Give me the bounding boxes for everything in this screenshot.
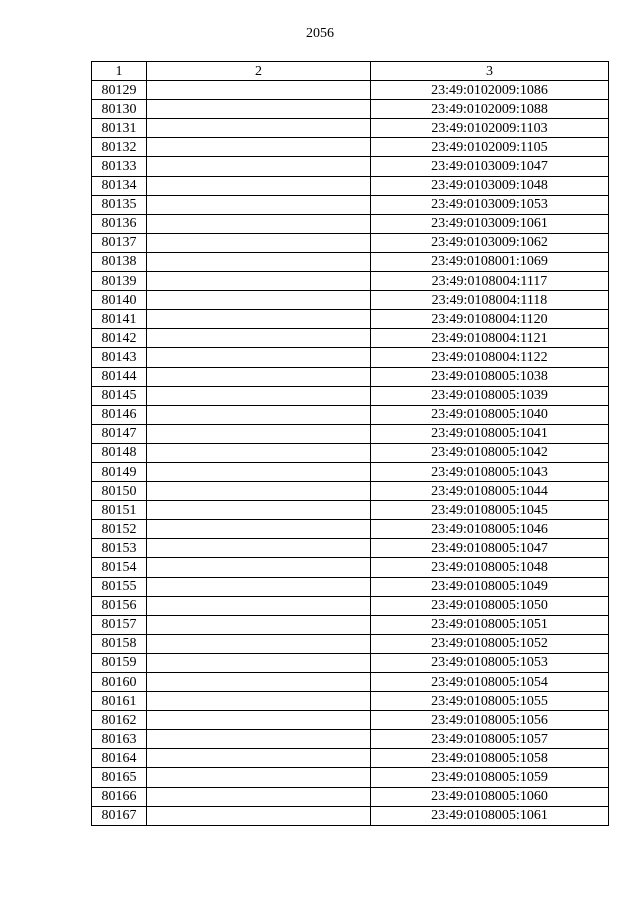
cadastral-number-cell: 23:49:0108005:1059 [371,768,609,787]
row-number-cell: 80131 [92,119,147,138]
cadastral-number-cell: 23:49:0108005:1052 [371,634,609,653]
table-row [92,539,609,558]
row-description-cell [147,711,371,730]
row-number-cell: 80158 [92,634,147,653]
table-row [92,787,609,806]
column-header-1: 1 [92,62,147,81]
row-description-cell [147,329,371,348]
table-row [92,310,609,329]
row-description-cell [147,787,371,806]
table-row [92,233,609,252]
row-description-cell [147,462,371,481]
row-number-cell: 80136 [92,214,147,233]
table-row [92,462,609,481]
row-description-cell [147,405,371,424]
row-number-cell: 80134 [92,176,147,195]
cadastral-number-cell: 23:49:0108005:1049 [371,577,609,596]
row-description-cell [147,692,371,711]
table-row [92,482,609,501]
cadastral-number-cell: 23:49:0108005:1043 [371,462,609,481]
cadastral-number-cell: 23:49:0108005:1056 [371,711,609,730]
row-number-cell: 80138 [92,252,147,271]
cadastral-number-cell: 23:49:0108004:1118 [371,291,609,310]
table-row [92,443,609,462]
table-row [92,405,609,424]
row-description-cell [147,157,371,176]
cadastral-number-cell: 23:49:0102009:1105 [371,138,609,157]
cadastral-number-cell: 23:49:0108005:1057 [371,730,609,749]
row-description-cell [147,501,371,520]
row-description-cell [147,195,371,214]
row-number-cell: 80129 [92,81,147,100]
row-number-cell: 80133 [92,157,147,176]
row-description-cell [147,424,371,443]
cadastral-number-cell: 23:49:0103009:1061 [371,214,609,233]
table-row [92,749,609,768]
table-row [92,424,609,443]
row-description-cell [147,558,371,577]
row-description-cell [147,615,371,634]
row-description-cell [147,386,371,405]
table-row [92,81,609,100]
row-description-cell [147,81,371,100]
table-row [92,768,609,787]
table-row [92,252,609,271]
cadastral-number-cell: 23:49:0108005:1046 [371,520,609,539]
cadastral-number-cell: 23:49:0108005:1042 [371,443,609,462]
column-header-3: 3 [371,62,609,81]
table-row [92,329,609,348]
table-row [92,673,609,692]
row-description-cell [147,596,371,615]
row-description-cell [147,310,371,329]
row-number-cell: 80141 [92,310,147,329]
row-description-cell [147,806,371,825]
table-row [92,711,609,730]
row-description-cell [147,348,371,367]
table-row [92,692,609,711]
row-number-cell: 80144 [92,367,147,386]
cadastral-number-cell: 23:49:0102009:1088 [371,100,609,119]
cadastral-number-cell: 23:49:0108005:1040 [371,405,609,424]
cadastral-number-cell: 23:49:0108005:1048 [371,558,609,577]
row-number-cell: 80143 [92,348,147,367]
row-description-cell [147,138,371,157]
row-number-cell: 80164 [92,749,147,768]
row-number-cell: 80135 [92,195,147,214]
cadastral-number-cell: 23:49:0108005:1060 [371,787,609,806]
cadastral-number-cell: 23:49:0108004:1121 [371,329,609,348]
table-row [92,577,609,596]
row-description-cell [147,539,371,558]
row-number-cell: 80152 [92,520,147,539]
cadastral-number-cell: 23:49:0108005:1050 [371,596,609,615]
registry-table [91,61,609,826]
table-row [92,501,609,520]
row-description-cell [147,119,371,138]
row-description-cell [147,291,371,310]
cadastral-number-cell: 23:49:0108004:1122 [371,348,609,367]
row-description-cell [147,100,371,119]
row-description-cell [147,520,371,539]
table-row [92,195,609,214]
row-number-cell: 80163 [92,730,147,749]
table-header-row [92,62,609,81]
cadastral-number-cell: 23:49:0108005:1051 [371,615,609,634]
row-description-cell [147,673,371,692]
cadastral-number-cell: 23:49:0108001:1069 [371,252,609,271]
table-row [92,119,609,138]
row-number-cell: 80142 [92,329,147,348]
row-number-cell: 80150 [92,482,147,501]
row-number-cell: 80130 [92,100,147,119]
cadastral-number-cell: 23:49:0102009:1103 [371,119,609,138]
cadastral-number-cell: 23:49:0108004:1117 [371,272,609,291]
cadastral-number-cell: 23:49:0108005:1044 [371,482,609,501]
table-row [92,291,609,310]
table-row [92,348,609,367]
table-row [92,806,609,825]
row-description-cell [147,634,371,653]
row-number-cell: 80161 [92,692,147,711]
row-number-cell: 80147 [92,424,147,443]
cadastral-number-cell: 23:49:0108005:1045 [371,501,609,520]
row-description-cell [147,233,371,252]
cadastral-number-cell: 23:49:0108005:1047 [371,539,609,558]
table-row [92,214,609,233]
table-row [92,730,609,749]
row-number-cell: 80146 [92,405,147,424]
cadastral-number-cell: 23:49:0108005:1041 [371,424,609,443]
table-body [92,81,609,826]
table-row [92,615,609,634]
row-number-cell: 80167 [92,806,147,825]
row-number-cell: 80151 [92,501,147,520]
cadastral-number-cell: 23:49:0102009:1086 [371,81,609,100]
row-description-cell [147,252,371,271]
row-number-cell: 80159 [92,653,147,672]
cadastral-number-cell: 23:49:0108004:1120 [371,310,609,329]
cadastral-number-cell: 23:49:0108005:1039 [371,386,609,405]
column-header-2: 2 [147,62,371,81]
cadastral-number-cell: 23:49:0108005:1061 [371,806,609,825]
row-number-cell: 80157 [92,615,147,634]
row-number-cell: 80139 [92,272,147,291]
row-description-cell [147,577,371,596]
row-description-cell [147,730,371,749]
cadastral-number-cell: 23:49:0108005:1058 [371,749,609,768]
row-number-cell: 80148 [92,443,147,462]
row-number-cell: 80153 [92,539,147,558]
table-row [92,100,609,119]
cadastral-number-cell: 23:49:0108005:1053 [371,653,609,672]
cadastral-number-cell: 23:49:0103009:1048 [371,176,609,195]
cadastral-number-cell: 23:49:0103009:1062 [371,233,609,252]
table-row [92,520,609,539]
row-description-cell [147,749,371,768]
row-description-cell [147,482,371,501]
row-number-cell: 80156 [92,596,147,615]
row-number-cell: 80149 [92,462,147,481]
table-row [92,157,609,176]
row-description-cell [147,653,371,672]
row-description-cell [147,367,371,386]
row-number-cell: 80162 [92,711,147,730]
row-number-cell: 80165 [92,768,147,787]
row-number-cell: 80155 [92,577,147,596]
row-description-cell [147,272,371,291]
table-row [92,138,609,157]
row-number-cell: 80145 [92,386,147,405]
row-number-cell: 80140 [92,291,147,310]
table-row [92,634,609,653]
cadastral-number-cell: 23:49:0108005:1055 [371,692,609,711]
page-number: 2056 [306,26,334,41]
row-number-cell: 80154 [92,558,147,577]
cadastral-number-cell: 23:49:0103009:1053 [371,195,609,214]
row-number-cell: 80132 [92,138,147,157]
cadastral-number-cell: 23:49:0108005:1038 [371,367,609,386]
cadastral-number-cell: 23:49:0103009:1047 [371,157,609,176]
row-number-cell: 80160 [92,673,147,692]
table-row [92,367,609,386]
cadastral-number-cell: 23:49:0108005:1054 [371,673,609,692]
table-row [92,558,609,577]
table-row [92,272,609,291]
row-description-cell [147,443,371,462]
row-number-cell: 80137 [92,233,147,252]
table-row [92,653,609,672]
row-number-cell: 80166 [92,787,147,806]
row-description-cell [147,768,371,787]
table-row [92,596,609,615]
row-description-cell [147,214,371,233]
row-description-cell [147,176,371,195]
table-row [92,386,609,405]
table-row [92,176,609,195]
